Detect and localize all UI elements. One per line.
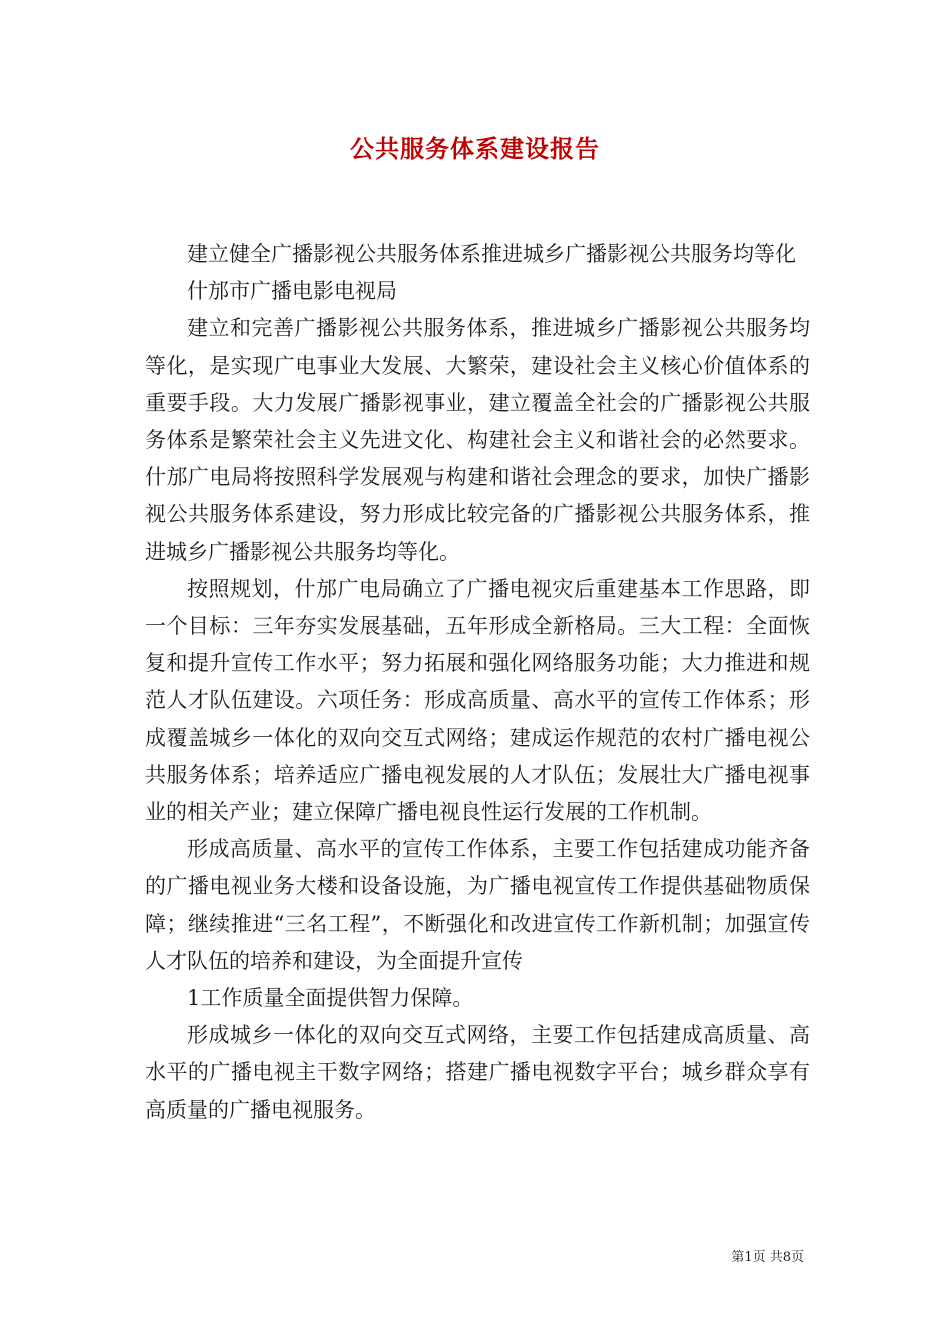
paragraph-network: 形成城乡一体化的双向交互式网络，主要工作包括建成高质量、高水平的广播电视主干数字网络；搭建广播电视数字平台；城乡群众享有高质量的广播电视服务。 (145, 1023, 810, 1122)
document-title: 公共服务体系建设报告 (350, 134, 600, 163)
paragraph-plan: 按照规划，什邡广电局确立了广播电视灾后重建基本工作思路，即一个目标：三年夯实发展基础，五年形成全新格局。三大工程：全面恢复和提升宣传工作水平；努力拓展和强化网络服务功能；大力推进和规范人才队伍建设。六项任务：形成高质量、高水平的宣传工作体系；形成覆盖城乡一体化的双向交互式网络；建成运作规范的农村广播电视公共服务体系；培养适应广播电视发展的人才队伍；发展壮大广播电视事业的相关产业；建立保障广播电视良性运行发展的工作机制。 (145, 576, 810, 825)
paragraph-heading: 建立健全广播影视公共服务体系推进城乡广播影视公共服务均等化 (187, 242, 796, 266)
paragraph-intro: 建立和完善广播影视公共服务体系，推进城乡广播影视公共服务均等化，是实现广电事业大发展、大繁荣，建设社会主义核心价值体系的重要手段。大力发展广播影视事业，建立覆盖全社会的广播影视公共服务体系是繁荣社会主义先进文化、构建社会主义和谐社会的必然要求。什邡广电局将按照科学发展观与构建和谐社会理念的要求，加快广播影视公共服务体系建设，努力形成比较完备的广播影视公共服务体系，推进城乡广播影视公共服务均等化。 (145, 316, 810, 564)
paragraph-publicity: 形成高质量、高水平的宣传工作体系，主要工作包括建成功能齐备的广播电视业务大楼和设备设施，为广播电视宣传工作提供基础物质保障；继续推进“三名工程”，不断强化和改进宣传工作新机制；加强宣传人才队伍的培养和建设，为全面提升宣传 (145, 837, 810, 973)
paragraph-publicity-cont: 1工作质量全面提供智力保障。 (187, 986, 474, 1011)
page-number: 第1页 共8页 (731, 1250, 804, 1265)
paragraph-author: 什邡市广播电影电视局 (187, 279, 397, 304)
document-body (145, 236, 810, 1129)
